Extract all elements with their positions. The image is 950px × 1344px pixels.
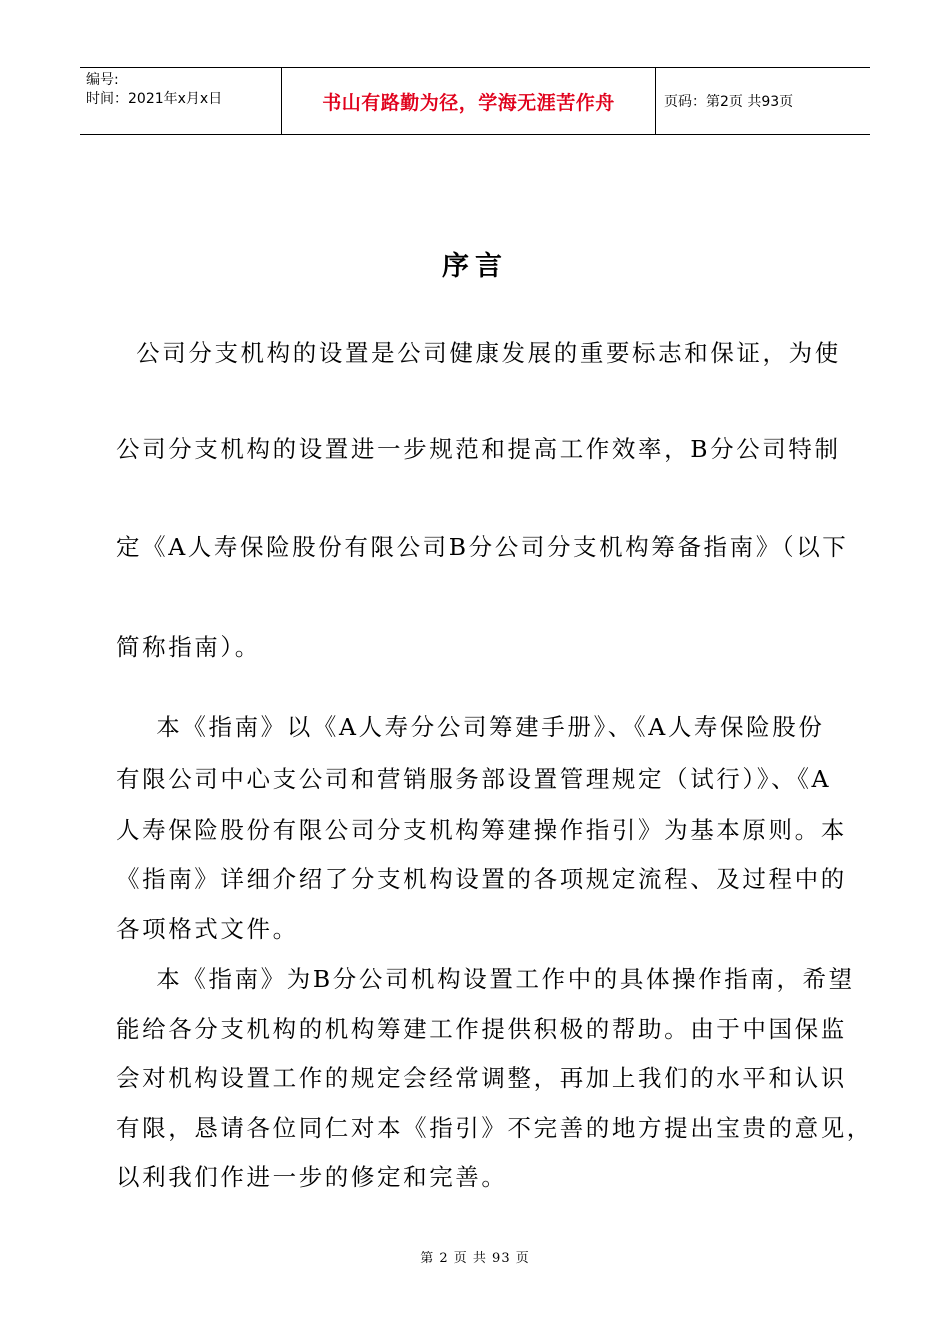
header-meta-cell	[80, 68, 282, 134]
body-line: 公司分支机构的设置进一步规范和提高工作效率，B分公司特制	[116, 435, 841, 463]
body-line: 本《指南》以《A人寿分公司筹建手册》、《A人寿保险股份	[116, 713, 825, 741]
header-motto: 书山有路勤为径，学海无涯苦作舟	[282, 68, 656, 134]
body-line: 定《A人寿保险股份有限公司B分公司分支机构筹备指南》（以下	[116, 533, 849, 561]
header-number-label: 编号:	[86, 72, 119, 88]
header-page-info: 页码：第2页 共93页	[664, 94, 794, 110]
body-line: 有限公司中心支公司和营销服务部设置管理规定（试行）》、《A	[116, 765, 832, 793]
body-line: 公司分支机构的设置是公司健康发展的重要标志和保证，为使	[116, 339, 841, 367]
body-line: 会对机构设置工作的规定会经常调整，再加上我们的水平和认识	[116, 1064, 847, 1092]
body-line: 《指南》详细介绍了分支机构设置的各项规定流程、及过程中的	[116, 865, 847, 893]
body-line: 以利我们作进一步的修定和完善。	[116, 1163, 508, 1191]
document-title: 序言	[442, 251, 508, 282]
body-line: 各项格式文件。	[116, 915, 299, 943]
body-line: 简称指南）。	[116, 633, 261, 661]
body-line: 人寿保险股份有限公司分支机构筹建操作指引》为基本原则。本	[116, 816, 847, 844]
body-line: 能给各分支机构的机构筹建工作提供积极的帮助。由于中国保监	[116, 1015, 847, 1043]
body-line: 有限，恳请各位同仁对本《指引》不完善的地方提出宝贵的意见，	[116, 1114, 873, 1142]
page-footer: 第 2 页 共 93 页	[420, 1251, 530, 1266]
page-header	[80, 67, 870, 135]
body-line: 本《指南》为B分公司机构设置工作中的具体操作指南，希望	[116, 965, 855, 993]
header-time-label: 时间：2021年x月x日	[86, 91, 223, 107]
